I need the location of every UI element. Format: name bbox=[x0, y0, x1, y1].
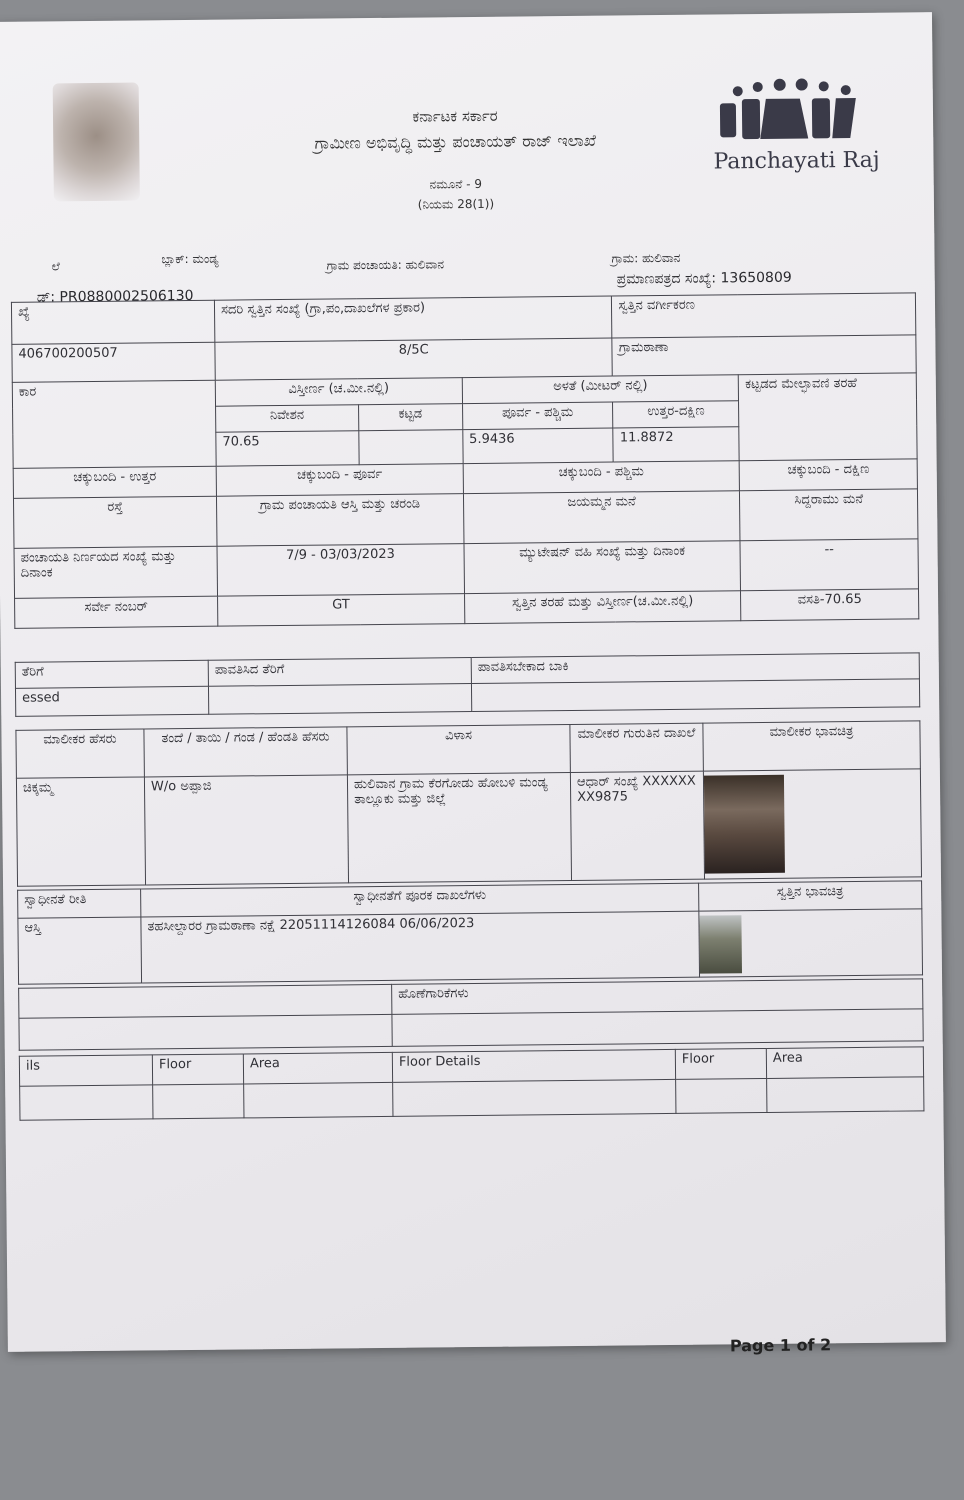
property-id: 406700200507 bbox=[12, 342, 215, 382]
floor-header: Floor bbox=[152, 1054, 243, 1085]
east-west-length: 5.9436 bbox=[463, 428, 614, 464]
owner-photo-cell bbox=[703, 769, 921, 879]
mutation-label: ಮ್ಯುಟೇಷನ್ ವಹಿ ಸಂಖ್ಯೆ ಮತ್ತು ದಿನಾಂಕ bbox=[464, 541, 741, 594]
floor-cell bbox=[393, 1079, 676, 1116]
certificate-number: ಪ್ರಮಾಣಪತ್ರದ ಸಂಖ್ಯೆ: 13650809 bbox=[616, 269, 792, 288]
south-boundary-label: ಚಕ್ಕುಬಂದಿ - ದಕ್ಷಿಣ bbox=[740, 459, 918, 491]
panchayati-raj-text: Panchayati Raj bbox=[713, 147, 880, 175]
tax-table bbox=[15, 652, 921, 716]
east-west-label: ಪೂರ್ವ - ಪಶ್ಚಿಮ bbox=[462, 402, 613, 430]
area-header: Area bbox=[243, 1052, 392, 1084]
west-boundary: ಜಯಮ್ಮನ ಮನೆ bbox=[463, 491, 740, 544]
type-label: ಕಾರ bbox=[12, 380, 216, 468]
owner-name-header: ಮಾಲೀಕರ ಹೆಸರು bbox=[16, 729, 144, 778]
possession-docs: ತಹಸೀಲ್ದಾರರ ಗ್ರಾಮಠಾಣಾ ನಕ್ಷೆ 22051114126084 06/06/2023 bbox=[141, 911, 700, 983]
building-label: ಕಟ್ಟಡ bbox=[358, 404, 462, 431]
owner-id: ಆಧಾರ್ ಸಂಖ್ಯೆ XXXXXXXX9875 bbox=[570, 771, 704, 880]
possession-docs-label: ಸ್ವಾಧೀನತೆಗೆ ಪೂರಕ ದಾಖಲೆಗಳು bbox=[141, 883, 699, 917]
details-header: ils bbox=[19, 1055, 152, 1086]
property-table bbox=[11, 292, 919, 628]
survey-number: 8/5C bbox=[215, 338, 613, 380]
liabilities-label: ಹೊಣೆಗಾರಿಕೆಗಳು bbox=[392, 979, 923, 1015]
liab-cell-right bbox=[392, 1009, 923, 1047]
possession-label: ಸ್ವಾಧೀನತೆ ರೀತಿ bbox=[18, 889, 141, 918]
possession-type: ಆಸ್ತಿ bbox=[18, 917, 142, 984]
liabilities-table bbox=[18, 978, 924, 1050]
document-sheet bbox=[0, 12, 946, 1356]
col-label: ಖ್ಯೆ bbox=[11, 300, 214, 344]
site-label: ನಿವೇಶನ bbox=[216, 405, 359, 432]
east-boundary-label: ಚಕ್ಕುಬಂದಿ - ಪೂರ್ವ bbox=[216, 464, 463, 497]
gram-panchayat: ಗ್ರಾಮ ಪಂಚಾಯತಿ: ಹುಲಿವಾನ bbox=[326, 257, 445, 273]
liab-cell-left bbox=[19, 1014, 392, 1050]
floor-cell bbox=[153, 1084, 244, 1119]
karnataka-emblem-icon bbox=[53, 82, 140, 201]
survey-no-value: GT bbox=[218, 594, 465, 627]
property-photo-label: ಸ್ವತ್ತಿನ ಭಾವಚಿತ್ರ bbox=[699, 881, 922, 911]
site-area: 70.65 bbox=[216, 431, 359, 466]
floor-cell bbox=[244, 1082, 393, 1118]
property-photo-cell bbox=[699, 909, 923, 977]
possession-table bbox=[17, 880, 923, 984]
dimension-label: ಅಳತೆ (ಮೀಟರ್ ನಲ್ಲಿ) bbox=[462, 375, 739, 404]
roof-label: ಕಟ್ಟಡದ ಮೇಲ್ಛಾವಣಿ ತರಹೆ bbox=[739, 373, 918, 461]
left-label: ಲೆ bbox=[51, 259, 60, 274]
north-south-label: ಉತ್ತರ-ದಕ್ಷಿಣ bbox=[613, 401, 739, 428]
due-label: ಪಾವತಿಸಬೇಕಾದ ಬಾಕಿ bbox=[471, 653, 919, 684]
floor-cell bbox=[676, 1078, 767, 1113]
form-number: ನಮೂನೆ - 9 bbox=[429, 176, 483, 192]
photo-header: ಮಾಲೀಕರ ಭಾವಚಿತ್ರ bbox=[703, 721, 920, 771]
north-boundary: ರಸ್ತೆ bbox=[13, 496, 217, 548]
village: ಗ್ರಾಮ: ಹುಲಿವಾನ bbox=[611, 250, 681, 266]
south-boundary: ಸಿದ್ದರಾಮು ಮನೆ bbox=[740, 489, 918, 541]
floor-details-header: Floor Details bbox=[392, 1049, 675, 1082]
tax-label: ತೆರಿಗೆ bbox=[15, 660, 208, 688]
id-header: ಮಾಲೀಕರ ಗುರುತಿನ ದಾಖಲೆ bbox=[570, 723, 703, 772]
owner-table bbox=[15, 720, 922, 886]
relation-header: ತಂದೆ / ತಾಯಿ / ಗಂಡ / ಹೆಂಡತಿ ಹೆಸರು bbox=[144, 727, 347, 777]
due-value bbox=[471, 679, 919, 712]
paid-tax-label: ಪಾವತಿಸಿದ ತೆರಿಗೆ bbox=[208, 658, 471, 687]
resolution-value: 7/9 - 03/03/2023 bbox=[217, 544, 464, 597]
classification-label: ಸ್ವತ್ತಿನ ವರ್ಗೀಕರಣ bbox=[612, 293, 916, 338]
survey-no-label: ಸರ್ವೇ ನಂಬರ್ bbox=[15, 596, 218, 628]
owner-relation: W/o ಅಪ್ಪಾಜಿ bbox=[144, 775, 348, 885]
page-number: Page 1 of 2 bbox=[729, 1335, 832, 1356]
owner-address: ಹುಲಿವಾನ ಗ್ರಾಮ ಕೆರಗೋಡು ಹೋಬಳಿ ಮಂಡ್ಯ ತಾಲ್ಲೂಕು ಮತ್ತು ಜಿಲ್ಲೆ bbox=[347, 773, 571, 883]
rule-number: (ನಿಯಮ 28(1)) bbox=[417, 196, 495, 212]
paid-tax-value bbox=[208, 684, 471, 715]
west-boundary-label: ಚಕ್ಕುಬಂದಿ - ಪಶ್ಚಿಮ bbox=[463, 461, 740, 494]
survey-label: ಸದರಿ ಸ್ವತ್ತಿನ ಸಂಖ್ಯೆ (ಗ್ರಾ,ಪಂ,ದಾಖಲೆಗಳ ಪ್ರಕಾರ) bbox=[214, 296, 612, 342]
floor-header-2: Floor bbox=[675, 1048, 766, 1079]
owner-photo bbox=[704, 775, 785, 874]
property-type-value: ವಸತಿ-70.65 bbox=[741, 589, 919, 621]
assessed-label: essed bbox=[15, 686, 208, 716]
property-type-label: ಸ್ವತ್ತಿನ ತರಹೆ ಮತ್ತು ವಿಸ್ತೀರ್ಣ(ಚ.ಮೀ.ನಲ್ಲಿ) bbox=[464, 591, 741, 624]
classification-value: ಗ್ರಾಮಠಾಣಾ bbox=[612, 335, 916, 376]
north-south-length: 11.8872 bbox=[613, 427, 739, 462]
address-header: ವಿಳಾಸ bbox=[347, 725, 570, 775]
dept-title: ಗ್ರಾಮೀಣ ಅಭಿವೃದ್ಧಿ ಮತ್ತು ಪಂಚಾಯತ್ ರಾಜ್ ಇಲಾಖೆ bbox=[314, 130, 597, 153]
resolution-label: ಪಂಚಾಯತಿ ನಿರ್ಣಯದ ಸಂಖ್ಯೆ ಮತ್ತು ದಿನಾಂಕ bbox=[14, 546, 218, 598]
gov-title: ಕರ್ನಾಟಕ ಸರ್ಕಾರ bbox=[412, 106, 498, 126]
east-boundary: ಗ್ರಾಮ ಪಂಚಾಯತಿ ಆಸ್ತಿ ಮತ್ತು ಚರಂಡಿ bbox=[216, 494, 463, 547]
taluk: ಬ್ಲಾಕ್: ಮಂಡ್ಯ bbox=[161, 251, 219, 267]
liab-empty bbox=[19, 984, 392, 1018]
building-area bbox=[359, 430, 463, 465]
north-boundary-label: ಚಕ್ಕುಬಂದಿ - ಉತ್ತರ bbox=[13, 466, 216, 498]
mutation-value: -- bbox=[740, 539, 918, 591]
floor-cell bbox=[767, 1077, 924, 1113]
owner-name: ಚಿಕ್ಕಮ್ಮ bbox=[16, 777, 145, 886]
floor-cell bbox=[20, 1085, 153, 1120]
property-photo bbox=[699, 915, 742, 973]
area-header-2: Area bbox=[766, 1047, 923, 1079]
floor-table bbox=[19, 1046, 925, 1120]
property-code: ಡ್: PR0880002506130 bbox=[36, 287, 194, 306]
area-label: ವಿಸ್ತೀರ್ಣ (ಚ.ಮೀ.ನಲ್ಲಿ) bbox=[215, 378, 462, 407]
